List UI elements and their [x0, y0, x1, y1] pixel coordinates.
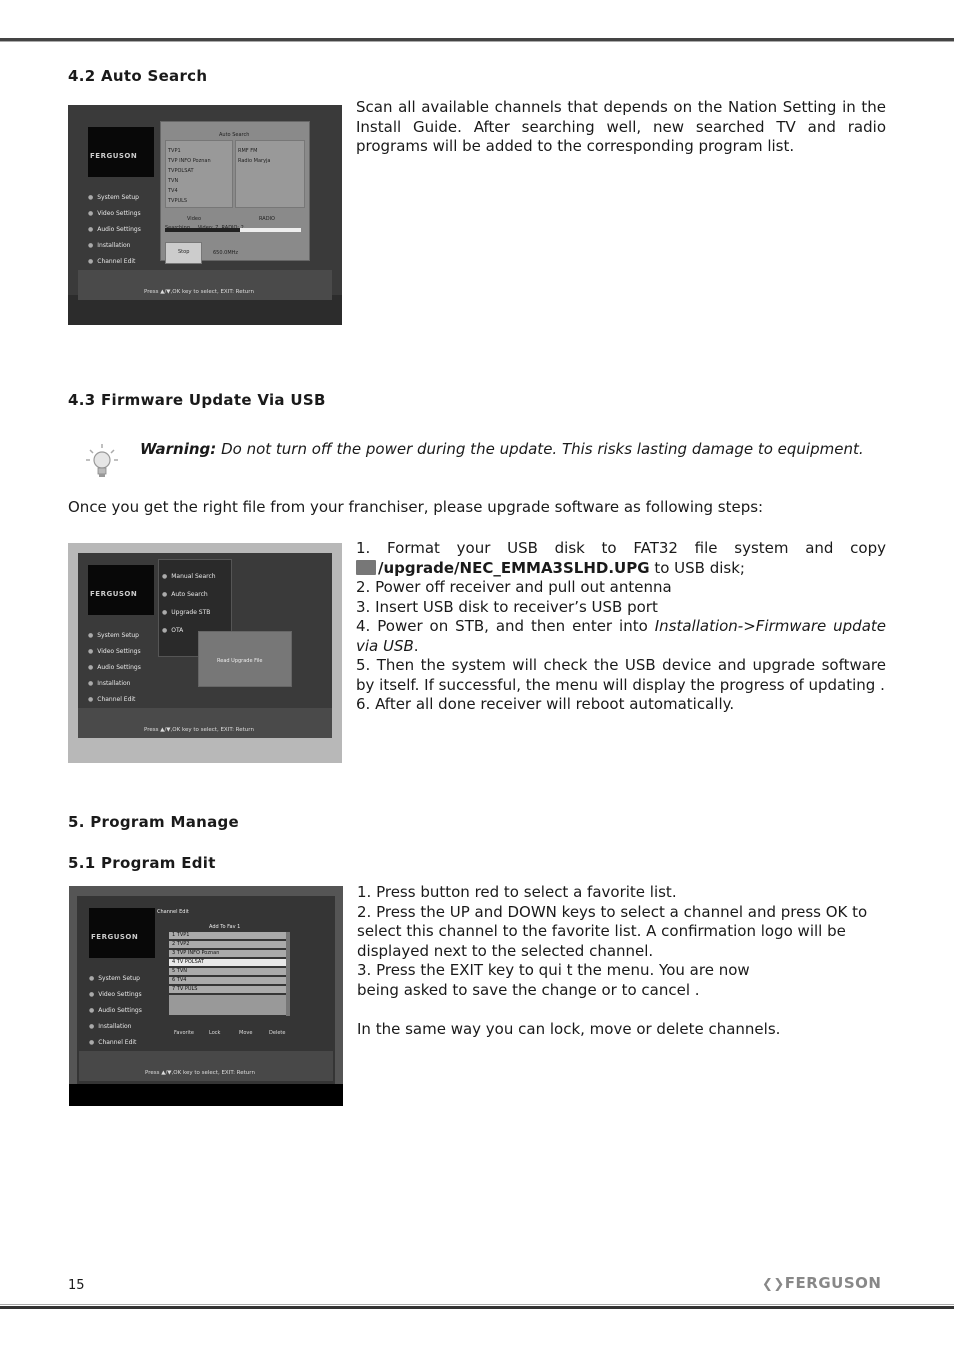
bottom-rule — [0, 1306, 954, 1309]
step-4-path: Installation->Firmware update via USB — [356, 617, 887, 655]
footer-brand-logo — [762, 1274, 881, 1295]
tv-menu-item: ● System Setup — [88, 188, 139, 208]
progress-bar — [165, 228, 301, 232]
frequency-label: 650.0MHz — [213, 250, 239, 256]
submenu-item: ● Upgrade STB — [162, 603, 210, 623]
channel-row: 1 TVP1 — [169, 932, 286, 939]
tv-menu-item: ● Channel Edit — [88, 252, 135, 272]
stop-button: Stop — [165, 242, 202, 264]
tv-menu-item: ● Channel Edit — [88, 690, 135, 710]
step-1-file-line — [356, 559, 886, 579]
radio-list-item: RMF FM — [238, 148, 258, 154]
bottom-rule-thin — [0, 1304, 954, 1305]
program-edit-line-2: 2. Press the UP and DOWN keys to select a channel and press OK to select this channel to the favorite list. A confirmation logo will be displayed next to the selected channel. — [357, 902, 868, 960]
radio-list-item: Radio Maryja — [238, 158, 271, 164]
step-5: 5. Then the system will check the USB device and upgrade software by itself. If successful, the menu will display the progress of updating . — [356, 656, 886, 694]
step-4 — [356, 617, 886, 656]
tv-brand-logo: FERGUSON — [90, 152, 138, 160]
dialog-text: Read Upgrade File — [217, 658, 263, 664]
tv-menu-item: ● Audio Settings — [89, 1001, 142, 1021]
channel-row: 7 TV PULS — [169, 986, 286, 993]
firmware-steps — [356, 539, 886, 715]
warning-text: Do not turn off the power during the update. This risks lasting damage to equipment. — [221, 440, 864, 458]
tv-list-item: TVPULS — [168, 198, 188, 204]
tv-list-item: TV4 — [168, 188, 178, 194]
step-2: 2. Power off receiver and pull out antenna — [356, 578, 672, 596]
warning-label: Warning: — [140, 440, 217, 458]
firmware-screenshot — [68, 543, 342, 763]
tv-menu-item: ● Installation — [88, 674, 130, 694]
lightbulb-icon — [84, 442, 120, 480]
page-number: 15 — [68, 1278, 85, 1293]
submenu-item: ● Auto Search — [162, 585, 208, 605]
tv-brand-logo: FERGUSON — [91, 933, 139, 941]
step-6: 6. After all done receiver will reboot automatically. — [356, 695, 735, 713]
step-4-text: 4. Power on STB, and then enter into — [356, 617, 655, 635]
action-label: Favorite — [174, 1030, 194, 1036]
section-heading-firmware: 4.3 Firmware Update Via USB — [68, 391, 326, 409]
submenu-item: ● Manual Search — [162, 567, 216, 587]
tv-list-item: TVP1 — [168, 148, 181, 154]
section-heading-program-manage: 5. Program Manage — [68, 813, 240, 831]
tv-hint: Press ▲/▼,OK key to select, EXIT: Return — [145, 1070, 255, 1076]
list-scrollbar — [286, 932, 290, 1016]
channel-row: 6 TV4 — [169, 977, 286, 984]
top-rule-thin — [0, 41, 954, 42]
panel-title: Auto Search — [219, 132, 250, 138]
tv-menu-item: ● Audio Settings — [88, 220, 141, 240]
step-4-end: . — [413, 636, 419, 655]
tv-menu-item: ● Installation — [89, 1017, 131, 1037]
upgrade-dialog — [198, 631, 292, 687]
step-1-tail: to USB disk; — [649, 558, 745, 577]
step-3: 3. Insert USB disk to receiver’s USB port — [356, 597, 658, 616]
footer-logo-text: FERGUSON — [784, 1274, 882, 1292]
program-edit-line-4: In the same way you can lock, move or delete channels. — [357, 1019, 781, 1038]
action-label: Delete — [269, 1030, 286, 1036]
tv-menu-item: ● Audio Settings — [88, 658, 141, 678]
video-label: Video — [187, 216, 202, 222]
channel-row: 5 TVN — [169, 968, 286, 975]
warning-note — [140, 440, 886, 460]
submenu-item: ● OTA — [162, 621, 183, 641]
program-edit-text — [357, 883, 887, 1039]
tv-list-item: TVPOLSAT — [168, 168, 194, 174]
channel-row-selected: 4 TV POLSAT — [169, 959, 286, 966]
auto-search-panel — [160, 121, 310, 261]
ferguson-mark-icon: ❮❯ — [762, 1277, 785, 1292]
tv-menu-item: ● System Setup — [89, 969, 140, 989]
tv-menu-item: ● Installation — [88, 236, 130, 256]
program-edit-line-3a: 3. Press the EXIT key to qui t the menu. You are now — [357, 961, 750, 979]
tv-list-item: TVP INFO Poznan — [168, 158, 211, 164]
program-edit-screenshot — [69, 886, 343, 1106]
tv-menu-item: ● Video Settings — [89, 985, 142, 1005]
program-edit-line-3b: being asked to save the change or to cancel . — [357, 980, 700, 999]
tv-menu-item: ● Channel Edit — [89, 1033, 136, 1053]
radio-label: RADIO — [259, 216, 275, 222]
tv-menu-item: ● Video Settings — [88, 204, 141, 224]
tv-hint: Press ▲/▼,OK key to select, EXIT: Return — [144, 727, 254, 733]
tv-menu-item: ● Video Settings — [88, 642, 141, 662]
fav-list-title: Add To Fav 1 — [209, 924, 241, 930]
program-edit-line-1: 1. Press button red to select a favorite list. — [357, 883, 677, 901]
action-label: Lock — [209, 1030, 221, 1036]
tv-menu-item: ● System Setup — [88, 626, 139, 646]
auto-search-screenshot — [68, 105, 342, 325]
folder-icon — [356, 560, 376, 575]
firmware-intro: Once you get the right file from your franchiser, please upgrade software as following steps: — [68, 498, 764, 516]
tv-list-item: TVN — [168, 178, 179, 184]
action-label: Move — [239, 1030, 253, 1036]
channel-row: 2 TVP2 — [169, 941, 286, 948]
step-1-filename: /upgrade/NEC_EMMA3SLHD.UPG — [378, 558, 650, 577]
section-heading-program-edit: 5.1 Program Edit — [68, 854, 216, 872]
tv-hint: Press ▲/▼,OK key to select, EXIT: Return — [144, 289, 254, 295]
channel-edit-title: Channel Edit — [157, 909, 189, 915]
section-heading-auto-search: 4.2 Auto Search — [68, 67, 208, 85]
tv-brand-logo: FERGUSON — [90, 590, 138, 598]
step-1: 1. Format your USB disk to FAT32 file system and copy — [356, 539, 886, 557]
channel-row: 3 TVP INFO Poznan — [169, 950, 286, 957]
auto-search-text: Scan all available channels that depends on the Nation Setting in the Install Guide. After searching well, new searched TV and radio programs will be added to the corresponding program list. — [356, 98, 886, 155]
